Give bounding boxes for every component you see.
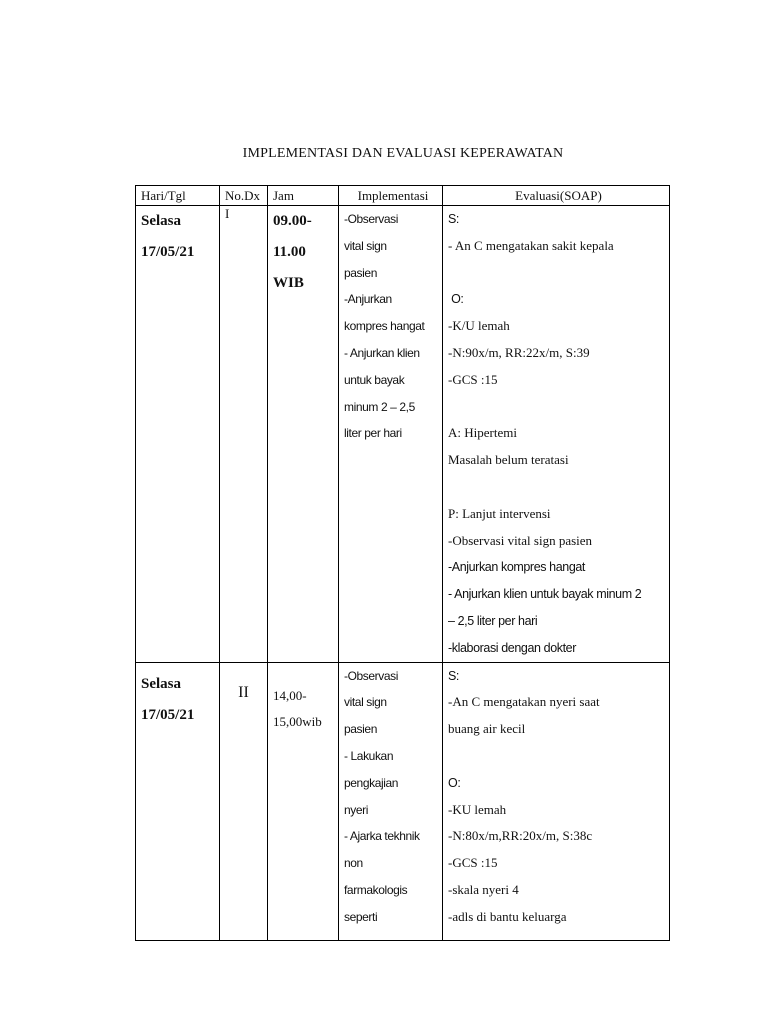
eval-line: -Observasi vital sign pasien xyxy=(448,532,593,548)
impl-line: pengkajian xyxy=(344,775,399,790)
header-no-dx: No.Dx xyxy=(220,186,268,206)
impl-line: - Anjurkan klien xyxy=(344,345,420,360)
impl-line: seperti xyxy=(344,909,378,924)
evaluasi-cell xyxy=(443,206,670,663)
eval-line: -adls di bantu keluarga xyxy=(448,908,567,924)
impl-line: pasien xyxy=(344,722,377,737)
eval-line: – 2,5 liter per hari xyxy=(448,613,538,628)
eval-line: -GCS :15 xyxy=(448,371,498,387)
eval-line: -klaborasi dengan dokter xyxy=(448,640,576,655)
eval-line xyxy=(448,743,669,770)
jam-line: 11.00 xyxy=(273,244,306,260)
eval-line: S: xyxy=(448,668,460,683)
table-row xyxy=(136,662,670,940)
impl-line: -Observasi xyxy=(344,668,399,683)
table-header-row xyxy=(136,186,670,206)
hari-tgl-cell xyxy=(136,662,220,940)
impl-line: vital sign xyxy=(344,695,387,710)
impl-line: - Lakukan xyxy=(344,748,394,763)
eval-line: -An C mengatakan nyeri saat xyxy=(448,694,600,710)
implementasi-cell xyxy=(339,662,443,940)
impl-line: vital sign xyxy=(344,238,387,253)
impl-line: -Observasi xyxy=(344,212,399,226)
eval-line: - An C mengatakan sakit kepala xyxy=(448,237,614,253)
jam-line: 15,00wib xyxy=(273,714,322,730)
page-title: IMPLEMENTASI DAN EVALUASI KEPERAWATAN xyxy=(242,146,564,161)
impl-line: nyeri xyxy=(344,802,369,817)
eval-line: -KU lemah xyxy=(448,801,507,817)
eval-line: O: xyxy=(448,775,461,790)
implementation-table xyxy=(135,185,670,941)
evaluasi-cell xyxy=(443,662,670,940)
table-row xyxy=(136,206,670,663)
eval-line: -N:80x/m,RR:20x/m, S:38c xyxy=(448,828,593,844)
tgl-text: 17/05/21 xyxy=(141,244,195,260)
jam-cell xyxy=(268,206,339,663)
header-jam: Jam xyxy=(268,186,339,206)
impl-line: -Anjurkan xyxy=(344,292,392,307)
nodx-cell xyxy=(220,206,268,663)
nodx-text: I xyxy=(225,206,230,221)
eval-line xyxy=(448,394,669,421)
impl-line: minum 2 – 2,5 xyxy=(344,399,415,414)
eval-line: -skala nyeri 4 xyxy=(448,881,519,897)
nodx-text: II xyxy=(238,683,249,701)
eval-line xyxy=(448,474,669,501)
header-implementasi: Implementasi xyxy=(339,186,443,206)
jam-line: 14,00- xyxy=(273,687,307,703)
eval-line: Masalah belum teratasi xyxy=(448,452,569,468)
impl-line: pasien xyxy=(344,265,377,280)
jam-line: WIB xyxy=(273,275,304,291)
eval-line: -N:90x/m, RR:22x/m, S:39 xyxy=(448,344,590,360)
eval-line: S: xyxy=(448,212,460,226)
eval-line: - Anjurkan klien untuk bayak minum 2 xyxy=(448,587,642,602)
impl-line: - Ajarka tekhnik xyxy=(344,829,420,844)
eval-line: buang air kecil xyxy=(448,721,526,737)
hari-tgl-cell xyxy=(136,206,220,663)
eval-line: O: xyxy=(448,292,464,307)
eval-line: -Anjurkan kompres hangat xyxy=(448,560,586,575)
eval-line xyxy=(448,260,669,287)
eval-line: P: Lanjut intervensi xyxy=(448,505,551,521)
eval-line: A: Hipertemi xyxy=(448,425,517,441)
tgl-text: 17/05/21 xyxy=(141,706,195,723)
jam-cell xyxy=(268,662,339,940)
hari-text: Selasa xyxy=(141,675,182,692)
header-hari-tgl: Hari/Tgl xyxy=(136,186,220,206)
impl-line: farmakologis xyxy=(344,882,408,897)
nodx-cell xyxy=(220,662,268,940)
eval-line: -GCS :15 xyxy=(448,855,498,871)
header-evaluasi: Evaluasi(SOAP) xyxy=(443,186,670,206)
jam-line: 09.00- xyxy=(273,213,312,229)
impl-line: liter per hari xyxy=(344,426,402,441)
implementasi-cell xyxy=(339,206,443,663)
impl-line: kompres hangat xyxy=(344,319,425,334)
impl-line: non xyxy=(344,856,363,871)
eval-line: -K/U lemah xyxy=(448,318,510,334)
impl-line: untuk bayak xyxy=(344,372,405,387)
hari-text: Selasa xyxy=(141,213,182,229)
